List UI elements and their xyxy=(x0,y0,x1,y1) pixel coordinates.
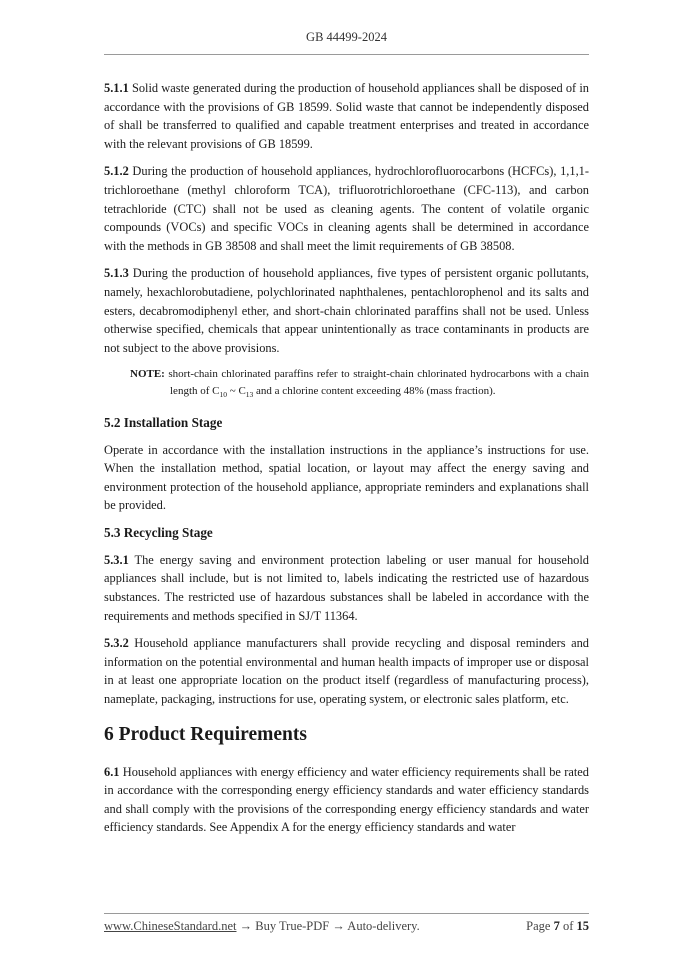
note-subscript: 13 xyxy=(245,390,254,400)
clause-text: Household appliances with energy efficiency and water efficiency requirements shall be rated in accordance with the corresponding energy efficiency standards and water efficiency standards and shall comply with the provisions of the corresponding energy efficiency standards and water efficiency standards. See Appendix A for the energy efficiency standards and water xyxy=(104,764,589,835)
page-current: 7 xyxy=(553,919,560,933)
website-link[interactable]: www.ChineseStandard.net xyxy=(104,919,237,933)
note-text: and a chlorine content exceeding 48% (mass fraction). xyxy=(253,385,496,398)
clause-text: During the production of household appliances, hydrochlorofluorocarbons (HCFCs), 1,1,1-trichloroethane (methyl chloroform TCA), trifluorotrichloroethane (CFC-113), and carbon tetrachloride (CTC) shall not be used as cleaning agents. The content of volatile organic compounds (VOCs) and specific VOCs in cleaning agents shall be determined in accordance with the methods in GB 38508 and shall meet the limit requirements of GB 38508. xyxy=(104,164,589,253)
of-word: of xyxy=(559,919,577,933)
clause-text: During the production of household appliances, five types of persistent organic pollutants, namely, hexachlorobutadiene, polychlorinated naphthalenes, pentachlorophenol and its salts and esters, decabromodiphenyl ether, and short-chain chlorinated paraffins shall not be used. Unless otherwise specified, chemicals that appear unintentionally as trace contaminants in products are not subject to the above provisions. xyxy=(104,266,589,355)
heading-5-2: 5.2 Installation Stage xyxy=(104,414,223,430)
footer-divider xyxy=(104,913,589,914)
note-text: short-chain chlorinated paraffins refer to straight-chain chlorinated hydrocarbons with a chain length of C xyxy=(164,368,589,398)
clause-5-1-1 xyxy=(104,79,589,153)
heading-6: 6 Product Requirements xyxy=(104,723,307,745)
note xyxy=(104,366,589,403)
clause-5-1-2 xyxy=(104,162,589,255)
page-word: Page xyxy=(526,919,554,933)
page-indicator xyxy=(526,919,589,934)
clause-text: Household appliance manufacturers shall provide recycling and disposal reminders and information on the potential environmental and human health impacts of improper use or disposal in at least one appropriate location on the product itself (regardless of manufacturing process), nameplate, packaging, instructions for use, operating system, or electronic sales platform, etc. xyxy=(104,636,589,707)
clause-number: 5.1.2 xyxy=(104,164,129,179)
clause-number: 5.1.3 xyxy=(104,266,129,281)
clause-number: 5.1.1 xyxy=(104,81,129,95)
note-label: NOTE: xyxy=(130,368,165,381)
clause-text: The energy saving and environment protection labeling or user manual for household appliances shall include, but is not limited to, labels indicating the restricted use of hazardous substances. The restricted use of hazardous substances shall be labeled in accordance with the requirements and methods specified in SJ/T 11364. xyxy=(104,552,589,623)
clause-5-3-2 xyxy=(104,634,589,708)
note-subscript: 10 xyxy=(219,390,227,400)
header-divider xyxy=(104,54,589,55)
clause-number: 5.3.2 xyxy=(104,636,129,651)
page-total: 15 xyxy=(576,919,589,933)
page-body xyxy=(104,79,589,846)
clause-text: Solid waste generated during the production of household appliances shall be disposed of in accordance with the provisions of GB 18599. Solid waste that cannot be independently disposed of shall be transferred to qualified and capable treatment enterprises and treated in accordance with the relevant provisions of GB 18599. xyxy=(104,81,589,151)
clause-5-1-3 xyxy=(104,264,589,357)
running-header: GB 44499-2024 xyxy=(306,30,387,44)
footer-left xyxy=(104,919,420,934)
clause-5-3-1 xyxy=(104,551,589,625)
clause-number: 6.1 xyxy=(104,764,120,779)
clause-number: 5.3.1 xyxy=(104,552,129,567)
clause-6-1 xyxy=(104,763,589,837)
heading-5-3: 5.3 Recycling Stage xyxy=(104,524,213,540)
note-text: ~ C xyxy=(227,385,246,398)
clause-5-2: Operate in accordance with the installation instructions in the appliance’s instructions for use. When the installation method, spatial location, or layout may affect the energy saving and environment protection of the household appliance, appropriate reminders and explanations shall be provided. xyxy=(104,442,589,513)
footer-tagline: → Buy True-PDF → Auto-delivery. xyxy=(236,919,420,933)
